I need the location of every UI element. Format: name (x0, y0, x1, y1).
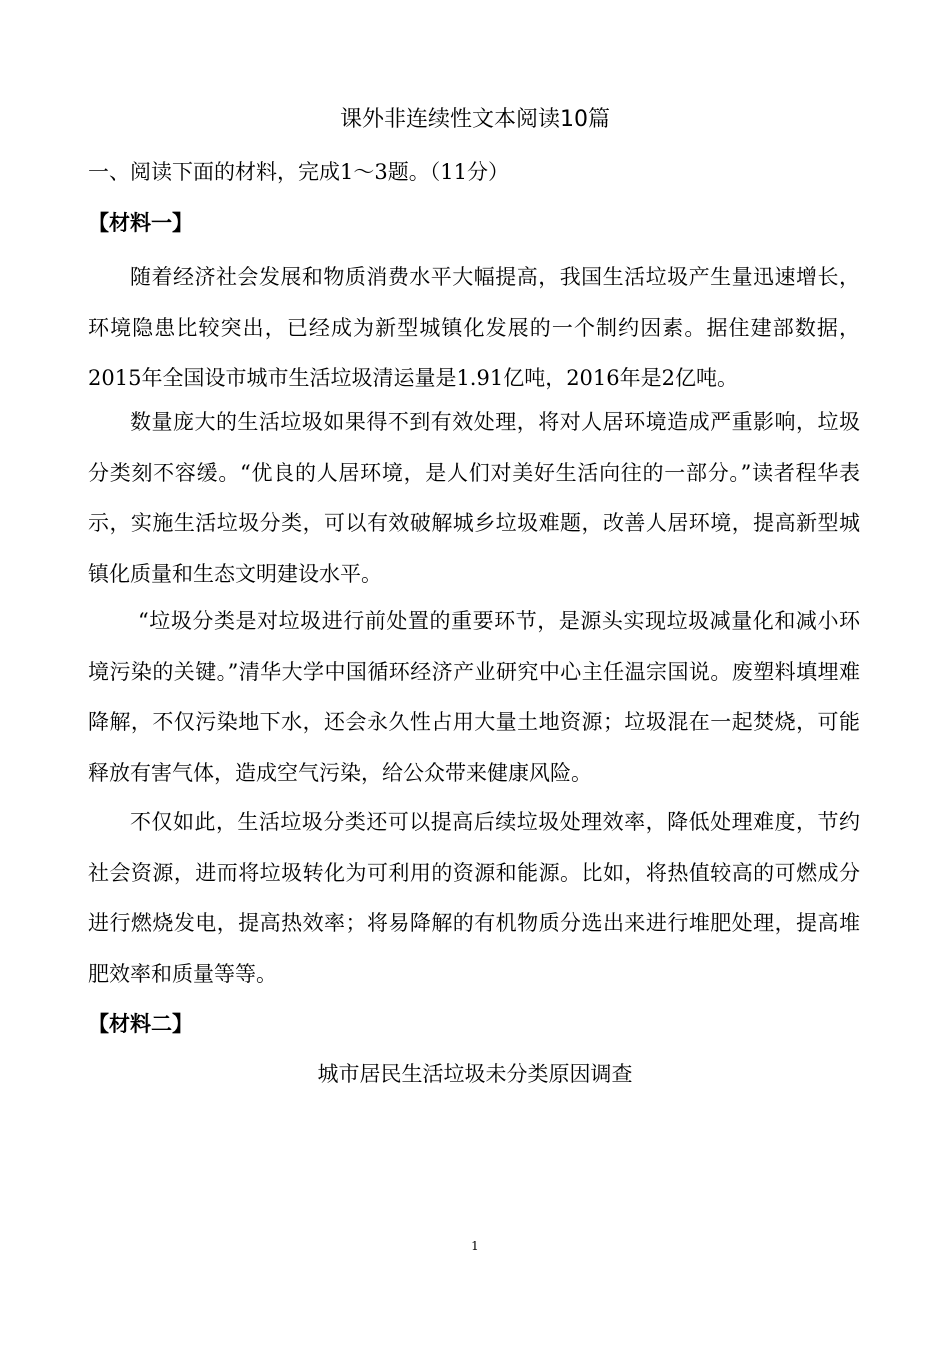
question-instruction: 一、阅读下面的材料，完成1～3题。（11分） (88, 160, 509, 184)
survey-chart-title: 城市居民生活垃圾未分类原因调查 (317, 1062, 633, 1086)
material-1-paragraph-2: 数量庞大的生活垃圾如果得不到有效处理，将对人居环境造成严重影响，垃圾分类刻不容缓。“优良的人居环境，是人们对美好生活向往的一部分。”读者程华表示，实施生活垃圾分类，可以有效破解城乡垃圾难题，改善人居环境，提高新型城镇化质量和生态文明建设水平。 (88, 410, 860, 586)
material-1-heading: 【材料一】 (88, 211, 193, 235)
material-2-heading: 【材料二】 (88, 1012, 193, 1036)
page-number: 1 (471, 1239, 479, 1253)
material-1-paragraph-1: 随着经济社会发展和物质消费水平大幅提高，我国生活垃圾产生量迅速增长，环境隐患比较突出，已经成为新型城镇化发展的一个制约因素。据住建部数据，2015年全国设市城市生活垃圾清运量是1.91亿吨，2016年是2亿吨。 (88, 265, 860, 390)
material-1-paragraph-3: “垃圾分类是对垃圾进行前处置的重要环节，是源头实现垃圾减量化和减小环境污染的关键。”清华大学中国循环经济产业研究中心主任温宗国说。废塑料填埋难降解，不仅污染地下水，还会永久性占用大量土地资源；垃圾混在一起焚烧，可能释放有害气体，造成空气污染，给公众带来健康风险。 (88, 609, 860, 785)
document-title: 课外非连续性文本阅读10篇 (340, 107, 610, 132)
material-1-paragraph-4: 不仅如此，生活垃圾分类还可以提高后续垃圾处理效率，降低处理难度，节约社会资源，进而将垃圾转化为可利用的资源和能源。比如，将热值较高的可燃成分进行燃烧发电，提高热效率；将易降解的有机物质分选出来进行堆肥处理，提高堆肥效率和质量等等。 (88, 810, 860, 986)
